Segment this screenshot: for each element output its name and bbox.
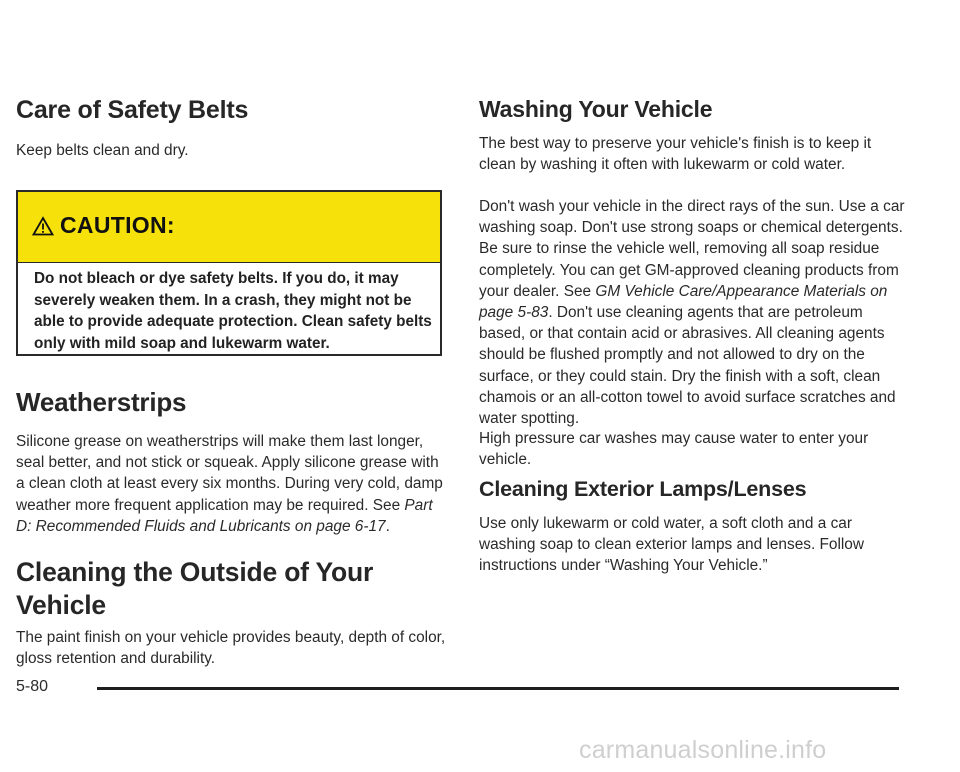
washing-p2-text-b: . Don't use cleaning agents that are petroleum based, or that contain acid or abrasives. All cleaning agents should be flushed promptly and not allowed to dry on the surface, or they could stain. Dry the finish with a soft, clean chamois or an all-cotton towel to avoid surface scratches and water spotting. (479, 304, 896, 428)
washing-paragraph-1: The best way to preserve your vehicle's finish is to keep it clean by washing it often with lukewarm or cold water. (479, 135, 872, 174)
cleaning-outside-heading-line2: Vehicle (16, 590, 106, 620)
caution-header (18, 192, 440, 263)
outside-body: The paint finish on your vehicle provides beauty, depth of color, gloss retention and durability. (16, 629, 446, 668)
weatherstrips-heading: Weatherstrips (16, 387, 187, 417)
washing-paragraph-2 (479, 196, 911, 429)
caution-box (16, 190, 442, 356)
washing-paragraph-3: High pressure car washes may cause water to enter your vehicle. (479, 430, 869, 469)
weatherstrips-reference: Part D: Recommended Fluids and Lubricants on page 6-17 (16, 496, 433, 535)
washing-your-vehicle-heading: Washing Your Vehicle (479, 96, 713, 122)
caution-text: Do not bleach or dye safety belts. If you do, it may severely weaken them. In a crash, they might not be able to provide adequate protection. Clean safety belts only with mild soap and lukewarm water. (34, 270, 432, 352)
weatherstrips-body (16, 431, 448, 537)
caution-title (32, 212, 175, 239)
washing-p2-text-a: Don't wash your vehicle in the direct rays of the sun. Use a car washing soap. Don't use strong soaps or chemical detergents. Be sure to rinse the vehicle well, removing all soap residue completely. You can get GM-approved cleaning products from your dealer. See (479, 198, 905, 300)
washing-p2-reference: GM Vehicle Care/Appearance Materials on page 5-83 (479, 282, 888, 322)
page-number: 5-80 (16, 678, 49, 695)
watermark: carmanualsonline.info (579, 736, 827, 764)
weatherstrips-end: . (385, 517, 390, 535)
warning-triangle-icon (32, 216, 54, 236)
weatherstrips-text: Silicone grease on weatherstrips will make them last longer, seal better, and not stick or squeak. Apply silicone grease with a clean cloth at least every six months. During very cold, damp weather more frequent application may be required. See (16, 433, 443, 514)
lamps-body: Use only lukewarm or cold water, a soft cloth and a car washing soap to clean exterior lamps and lenses. Follow instructions under “Washing Your Vehicle.” (479, 515, 864, 575)
cleaning-outside-heading-line1: Cleaning the Outside of Your (16, 557, 374, 587)
footer-rule (97, 687, 899, 690)
caution-title-text: CAUTION: (60, 212, 175, 238)
care-of-safety-belts-heading: Care of Safety Belts (16, 96, 249, 124)
cleaning-lamps-heading: Cleaning Exterior Lamps/Lenses (479, 477, 807, 501)
care-body: Keep belts clean and dry. (16, 142, 189, 159)
